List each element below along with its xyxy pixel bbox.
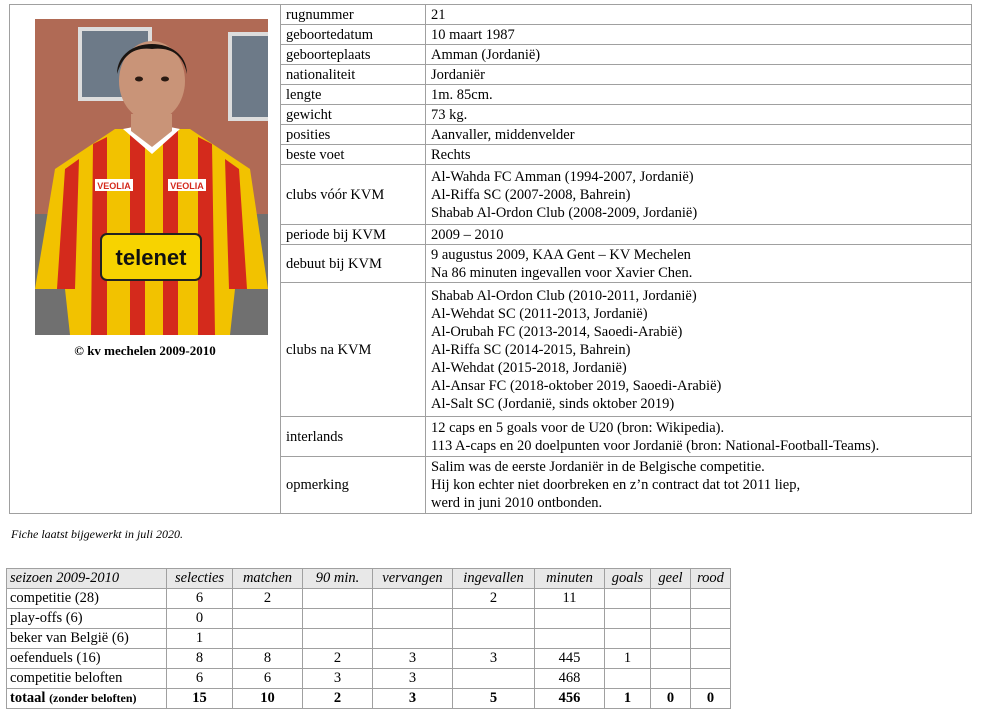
profile-value — [426, 245, 972, 283]
stats-cell — [605, 669, 651, 689]
stats-header-cell: rood — [691, 569, 731, 589]
stats-header-cell: geel — [651, 569, 691, 589]
total-label: totaal — [10, 690, 46, 706]
stats-cell: 3 — [373, 649, 453, 669]
profile-value-line: Shabab Al-Ordon Club (2010-2011, Jordanië) — [431, 287, 697, 304]
stats-total-cell: 10 — [233, 689, 303, 709]
profile-value — [426, 457, 972, 514]
profile-value — [426, 85, 972, 105]
profile-value-line: Jordaniër — [431, 66, 485, 83]
stats-header-cell: vervangen — [373, 569, 453, 589]
stats-cell — [535, 609, 605, 629]
stats-cell — [373, 609, 453, 629]
profile-label: periode bij KVM — [281, 225, 426, 245]
profile-value-line: Al-Riffa SC (2014-2015, Bahrein) — [431, 341, 631, 358]
profile-value-line: 10 maart 1987 — [431, 26, 515, 43]
profile-label: posities — [281, 125, 426, 145]
stats-cell — [453, 629, 535, 649]
profile-value — [426, 417, 972, 457]
profile-label: rugnummer — [281, 5, 426, 25]
profile-value-line: Amman (Jordanië) — [431, 46, 541, 63]
stats-cell: 1 — [167, 629, 233, 649]
stats-total-cell: 0 — [651, 689, 691, 709]
stats-cell — [535, 629, 605, 649]
profile-value-line: Aanvaller, middenvelder — [431, 126, 575, 143]
profile-value-line: Al-Ansar FC (2018-oktober 2019, Saoedi-Arabië) — [431, 377, 722, 394]
profile-value — [426, 165, 972, 225]
stats-cell: 8 — [167, 649, 233, 669]
profile-value — [426, 105, 972, 125]
profile-value — [426, 145, 972, 165]
stats-cell — [303, 589, 373, 609]
stats-cell — [303, 609, 373, 629]
stats-cell — [651, 629, 691, 649]
stats-cell: 3 — [373, 669, 453, 689]
stats-cell — [691, 609, 731, 629]
profile-value-line: Rechts — [431, 146, 471, 163]
profile-value-line: 9 augustus 2009, KAA Gent – KV Mechelen — [431, 246, 691, 263]
photo-cell — [10, 5, 281, 514]
stats-header-cell: goals — [605, 569, 651, 589]
profile-value — [426, 225, 972, 245]
profile-value-line: Shabab Al-Ordon Club (2008-2009, Jordanië) — [431, 204, 698, 221]
stats-header-cell: minuten — [535, 569, 605, 589]
stats-cell — [651, 609, 691, 629]
stats-cell — [453, 669, 535, 689]
stats-row-label: oefenduels (16) — [7, 649, 167, 669]
stats-header-cell: 90 min. — [303, 569, 373, 589]
stats-cell: 3 — [453, 649, 535, 669]
stats-total-label — [7, 689, 167, 709]
profile-value — [426, 5, 972, 25]
profile-value — [426, 45, 972, 65]
profile-value-line: 73 kg. — [431, 106, 468, 123]
profile-value-line: Al-Orubah FC (2013-2014, Saoedi-Arabië) — [431, 323, 683, 340]
stats-cell — [651, 669, 691, 689]
stats-cell — [651, 649, 691, 669]
stats-cell — [691, 649, 731, 669]
profile-value-line: Hij kon echter niet doorbreken en z’n contract dat tot 2011 liep, — [431, 477, 801, 493]
stats-cell: 8 — [233, 649, 303, 669]
profile-value-line: 12 caps en 5 goals voor de U20 (bron: Wikipedia). — [431, 419, 725, 436]
profile-label: clubs na KVM — [281, 283, 426, 417]
profile-value-line: 113 A-caps en 20 doelpunten voor Jordanië (bron: National-Football-Teams). — [431, 437, 880, 454]
profile-value — [426, 65, 972, 85]
stats-cell: 1 — [605, 649, 651, 669]
stats-cell — [691, 629, 731, 649]
profile-value-line: Al-Wahda FC Amman (1994-2007, Jordanië) — [431, 168, 694, 185]
stats-header-cell: selecties — [167, 569, 233, 589]
stats-total-cell: 3 — [373, 689, 453, 709]
photo-credit: © kv mechelen 2009-2010 — [74, 343, 216, 358]
stats-row — [7, 609, 731, 629]
profile-label: geboortedatum — [281, 25, 426, 45]
stats-cell: 0 — [167, 609, 233, 629]
stats-cell — [453, 609, 535, 629]
last-updated-note: Fiche laatst bijgewerkt in juli 2020. — [11, 527, 183, 541]
stats-cell: 11 — [535, 589, 605, 609]
stats-cell — [303, 629, 373, 649]
stats-cell: 6 — [167, 589, 233, 609]
stats-cell — [373, 629, 453, 649]
stats-cell: 468 — [535, 669, 605, 689]
player-photo-illustration — [35, 19, 268, 335]
profile-value-line: Al-Wehdat (2015-2018, Jordanië) — [431, 359, 627, 376]
profile-label: debuut bij KVM — [281, 245, 426, 283]
stats-row-label: competitie (28) — [7, 589, 167, 609]
profile-value-line: Salim was de eerste Jordaniër in de Belgische competitie. — [431, 459, 765, 475]
stats-total-cell: 15 — [167, 689, 233, 709]
stats-header-cell: seizoen 2009-2010 — [7, 569, 167, 589]
stats-total-cell: 0 — [691, 689, 731, 709]
stats-row — [7, 589, 731, 609]
profile-value-line: 21 — [431, 6, 446, 23]
svg-text:VEOLIA: VEOLIA — [97, 181, 131, 191]
profile-label: clubs vóór KVM — [281, 165, 426, 225]
stats-cell: 2 — [303, 649, 373, 669]
profile-label: gewicht — [281, 105, 426, 125]
season-stats-table — [6, 568, 731, 709]
profile-value — [426, 283, 972, 417]
profile-value-line: Na 86 minuten ingevallen voor Xavier Chen. — [431, 264, 693, 281]
profile-label: opmerking — [281, 457, 426, 514]
profile-label: interlands — [281, 417, 426, 457]
stats-row — [7, 629, 731, 649]
stats-cell — [605, 589, 651, 609]
profile-label: nationaliteit — [281, 65, 426, 85]
shirt-sponsor-text: telenet — [115, 245, 187, 270]
stats-total-row — [7, 689, 731, 709]
stats-cell — [605, 629, 651, 649]
stats-cell — [233, 629, 303, 649]
stats-cell: 445 — [535, 649, 605, 669]
profile-value — [426, 25, 972, 45]
stats-cell: 6 — [233, 669, 303, 689]
profile-value-line: Al-Wehdat SC (2011-2013, Jordanië) — [431, 305, 648, 322]
stats-cell — [651, 589, 691, 609]
stats-cell: 2 — [453, 589, 535, 609]
svg-text:VEOLIA: VEOLIA — [170, 181, 204, 191]
total-sublabel: (zonder beloften) — [49, 691, 137, 705]
profile-value-line: Al-Riffa SC (2007-2008, Bahrein) — [431, 186, 631, 203]
stats-cell — [233, 609, 303, 629]
stats-total-cell: 2 — [303, 689, 373, 709]
stats-header-cell: matchen — [233, 569, 303, 589]
stats-total-cell: 456 — [535, 689, 605, 709]
stats-cell: 3 — [303, 669, 373, 689]
stats-row-label: beker van België (6) — [7, 629, 167, 649]
profile-value-line: 2009 – 2010 — [431, 226, 504, 243]
player-photo — [35, 19, 268, 335]
stats-cell: 2 — [233, 589, 303, 609]
profile-row — [10, 5, 972, 25]
stats-header-cell: ingevallen — [453, 569, 535, 589]
profile-label: lengte — [281, 85, 426, 105]
stats-header-row — [7, 569, 731, 589]
stats-cell — [605, 609, 651, 629]
profile-label: geboorteplaats — [281, 45, 426, 65]
stats-row-label: competitie beloften — [7, 669, 167, 689]
stats-row-label: play-offs (6) — [7, 609, 167, 629]
profile-value-line: 1m. 85cm. — [431, 86, 493, 103]
stats-row — [7, 669, 731, 689]
stats-total-cell: 1 — [605, 689, 651, 709]
stats-cell — [691, 669, 731, 689]
profile-table — [9, 4, 972, 514]
profile-value-line: Al-Salt SC (Jordanië, sinds oktober 2019) — [431, 395, 675, 412]
stats-cell — [691, 589, 731, 609]
profile-label: beste voet — [281, 145, 426, 165]
stats-total-cell: 5 — [453, 689, 535, 709]
profile-value — [426, 125, 972, 145]
stats-row — [7, 649, 731, 669]
profile-value-line: werd in juni 2010 ontbonden. — [431, 495, 603, 511]
stats-cell — [373, 589, 453, 609]
stats-cell: 6 — [167, 669, 233, 689]
